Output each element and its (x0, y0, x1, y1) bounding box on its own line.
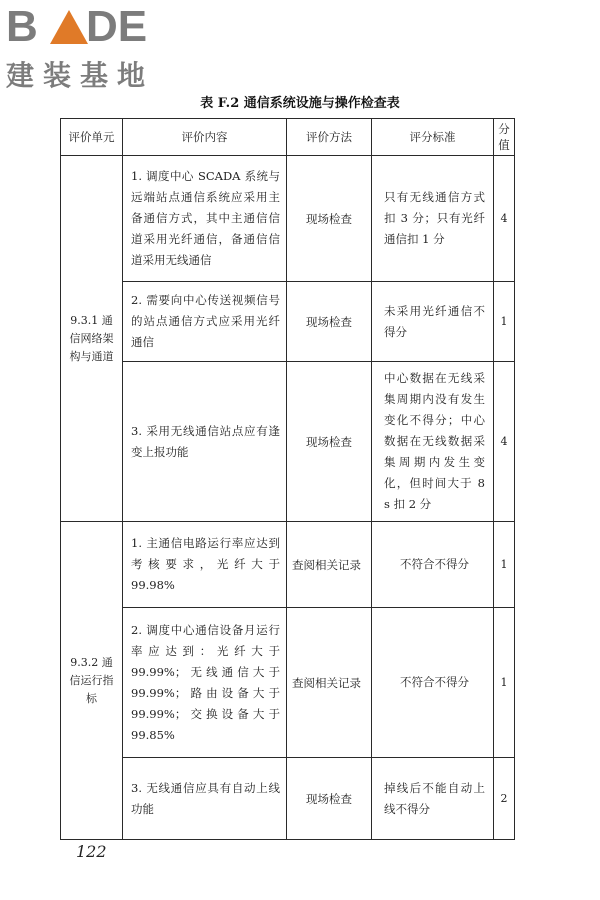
table-row (61, 608, 515, 758)
table-caption: 表 F.2 通信系统设施与操作检查表 (200, 96, 400, 111)
score-cell: 2 (494, 758, 515, 840)
table-row (61, 362, 515, 522)
method-cell: 查阅相关记录 (287, 522, 372, 608)
score-cell: 4 (494, 362, 515, 522)
criteria-cell: 不符合不得分 (372, 522, 494, 608)
table-row (61, 156, 515, 282)
table-row (61, 758, 515, 840)
content-cell: 1. 调度中心 SCADA 系统与远端站点通信系统应采用主备通信方式，其中主通信信道采用光纤通信，备通信信道采用无线通信 (123, 156, 287, 282)
content-cell: 3. 采用无线通信站点应有逢变上报功能 (123, 362, 287, 522)
method-cell: 现场检查 (287, 362, 372, 522)
table-header-row (61, 119, 515, 156)
method-cell: 现场检查 (287, 282, 372, 362)
method-cell: 现场检查 (287, 758, 372, 840)
score-cell: 1 (494, 282, 515, 362)
criteria-cell: 不符合不得分 (372, 608, 494, 758)
content-cell: 1. 主通信电路运行率应达到考核要求，光纤大于 99.98% (123, 522, 287, 608)
logo-triangle-mark (50, 10, 88, 44)
logo-subtitle: 建装基地 (6, 59, 155, 92)
score-cell: 1 (494, 608, 515, 758)
table-row (61, 522, 515, 608)
header-score: 分值 (494, 119, 515, 156)
method-cell: 查阅相关记录 (287, 608, 372, 758)
criteria-cell: 只有无线通信方式扣 3 分；只有光纤通信扣 1 分 (372, 156, 494, 282)
criteria-cell: 掉线后不能自动上线不得分 (372, 758, 494, 840)
unit-cell: 9.3.1 通信网络架构与通道 (61, 156, 123, 522)
content-cell: 3. 无线通信应具有自动上线功能 (123, 758, 287, 840)
method-cell: 现场检查 (287, 156, 372, 282)
bade-logo: B DE 建装基地 (6, 2, 155, 92)
criteria-cell: 中心数据在无线采集周期内没有发生变化不得分；中心数据在无线数据采集周期内发生变化，但时间大于 8 s 扣 2 分 (372, 362, 494, 522)
inspection-table (60, 118, 515, 840)
header-method: 评价方法 (287, 119, 372, 156)
unit-cell: 9.3.2 通信运行指标 (61, 522, 123, 840)
header-content: 评价内容 (123, 119, 287, 156)
criteria-cell: 未采用光纤通信不得分 (372, 282, 494, 362)
score-cell: 1 (494, 522, 515, 608)
score-cell: 4 (494, 156, 515, 282)
page-number: 122 (76, 842, 107, 861)
content-cell: 2. 调度中心通信设备月运行率应达到：光纤大于 99.99%；无线通信大于 99.99%；路由设备大于 99.99%；交换设备大于 99.85% (123, 608, 287, 758)
content-cell: 2. 需要向中心传送视频信号的站点通信方式应采用光纤通信 (123, 282, 287, 362)
table-row (61, 282, 515, 362)
header-criteria: 评分标准 (372, 119, 494, 156)
header-unit: 评价单元 (61, 119, 123, 156)
